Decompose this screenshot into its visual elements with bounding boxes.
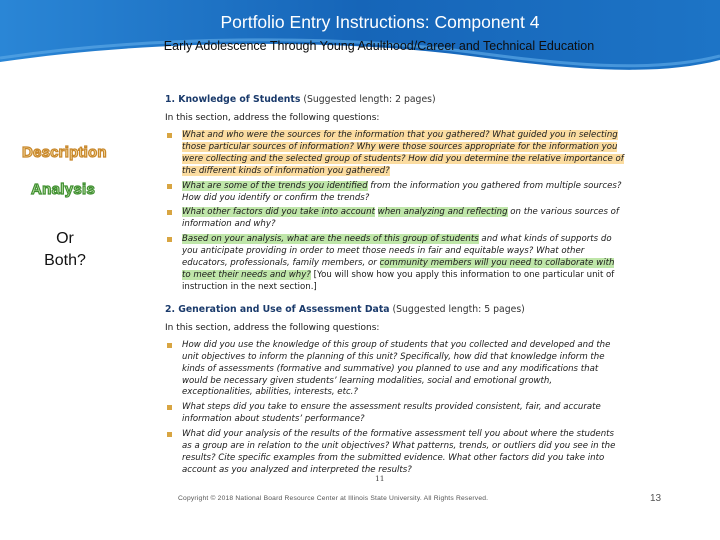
question-text: and what kinds of supports do you anticipate providing in order to meet those needs in fair and equitable ways? What other educators, professionals, family members, or	[182, 234, 612, 269]
bullet-icon	[167, 133, 172, 138]
section1-question-item	[165, 181, 625, 205]
description-label: Description	[22, 144, 107, 161]
slide-number: 13	[650, 493, 662, 504]
page-title: Portfolio Entry Instructions: Component 4	[220, 12, 540, 32]
or-text: Or	[56, 230, 74, 247]
page-subtitle: Early Adolescence Through Young Adulthood/Career and Technical Education	[163, 39, 595, 53]
section2-suggested-length: (Suggested length: 5 pages)	[392, 303, 525, 315]
section2-question-item	[165, 429, 625, 477]
highlighted-analysis-text: Based on your analysis, what are the needs of this group of students	[182, 234, 479, 245]
section1-question-item	[165, 234, 625, 294]
copyright-notice: Copyright © 2018 National Board Resource Center at Illinois State University. All Rights Reserved.	[178, 495, 489, 502]
highlighted-description-text: What and who were the sources for the information that you gathered? What guided you in selecting those particular sources of information? Why were those sources appropriate for the information you were collecting and the selected group of students? How did you determine the relative importance of the different kinds of information you gathered?	[182, 130, 624, 176]
both-text: Both?	[44, 252, 86, 269]
section2-question-list	[165, 340, 625, 477]
bullet-icon	[167, 432, 172, 437]
bullet-icon	[167, 343, 172, 348]
document-page-number: 11	[375, 474, 385, 483]
header-banner	[0, 0, 720, 92]
highlighted-analysis-text: What are some of the trends you identified	[182, 180, 368, 191]
question-text: What steps did you take to ensure the assessment results provided consistent, fair, and accurate information about students’ performance?	[182, 402, 601, 425]
bullet-icon	[167, 210, 172, 215]
section1-heading	[165, 94, 625, 106]
bullet-icon	[167, 405, 172, 410]
bullet-icon	[167, 237, 172, 242]
section1-question-list	[165, 130, 625, 294]
question-text: from the information you gathered from multiple sources? How did you identify or confirm the trends?	[182, 180, 622, 203]
section1-intro: In this section, address the following questions:	[165, 113, 380, 123]
section1-question-item	[165, 207, 625, 231]
section1-question-item	[165, 130, 625, 178]
or-both-label	[30, 228, 100, 272]
highlighted-analysis-text: when analyzing and reflecting	[377, 207, 508, 218]
section1-title: 1. Knowledge of Students	[165, 94, 301, 105]
question-text: How did you use the knowledge of this group of students that you collected and developed and the unit objectives to inform the planning of this unit? Specifically, how did that knowledge inform the kinds of assessments (formative and summative) you planned to use and any modifications that would be necessary given students’ learning modalities, social and emotional growth, exceptionalities, abilities, interests, etc.?	[182, 339, 611, 398]
question-text: What did your analysis of the results of the formative assessment tell you about where the students as a group are in relation to the unit objectives? What patterns, trends, or outliers did you see in the results? Cite specific examples from the submitted evidence. What other factors did you take into account as you analyzed and interpreted the results?	[182, 429, 616, 475]
section1-suggested-length: (Suggested length: 2 pages)	[303, 94, 436, 105]
document-excerpt	[165, 94, 625, 480]
section2-title: 2. Generation and Use of Assessment Data	[165, 303, 390, 315]
highlighted-analysis-text: What other factors did you take into account	[182, 207, 375, 218]
section2-question-item	[165, 340, 625, 400]
section2-question-item	[165, 402, 625, 426]
bullet-icon	[167, 184, 172, 189]
section2-intro: In this section, address the following questions:	[165, 322, 380, 333]
section2-heading	[165, 304, 625, 316]
analysis-label: Analysis	[31, 181, 96, 198]
question-text: [You will show how you apply this information to one particular unit of instruction in the next section.]	[182, 269, 615, 292]
question-text: on the various sources of information and why?	[182, 207, 619, 230]
highlighted-analysis-text: community members will you need to collaborate with to meet their needs and why?	[182, 258, 615, 280]
